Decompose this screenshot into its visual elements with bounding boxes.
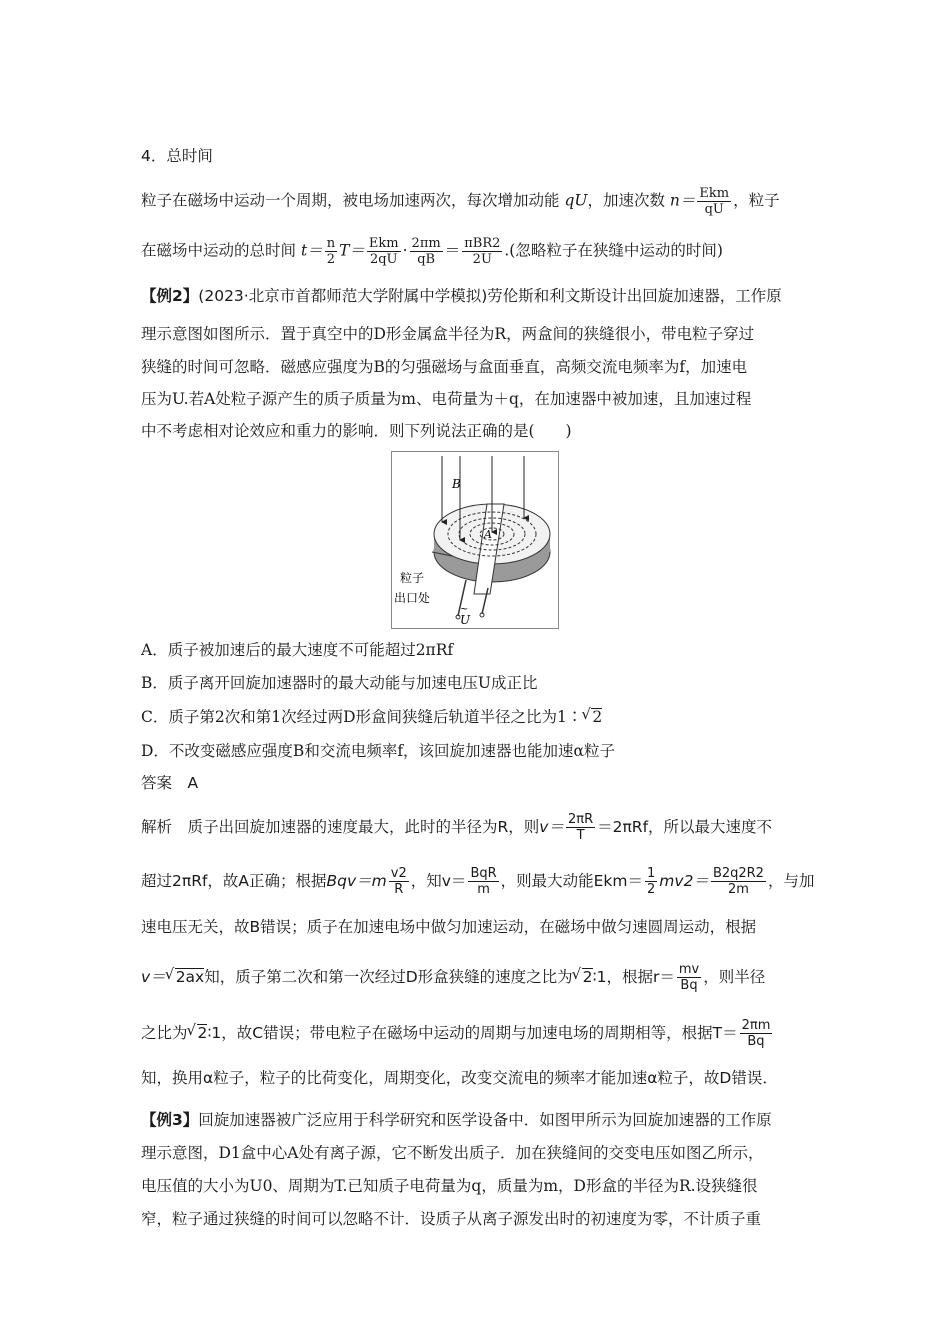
text: ，粒子 — [733, 191, 780, 210]
text: 回旋加速器被广泛应用于科学研究和医学设备中．如图甲所示为回旋加速器的工作原 — [198, 1111, 772, 1129]
denominator: qU — [704, 202, 724, 217]
denominator: 2m — [727, 882, 749, 897]
denominator: Bq — [747, 1034, 765, 1049]
formula: mv2＝ — [659, 872, 709, 890]
text: C．质子第2次和第1次经过两D形盒间狭缝后轨道半径之比为1∶ — [141, 708, 583, 726]
fraction — [325, 236, 337, 267]
text: .(忽略粒子在狭缝中运动的时间) — [504, 241, 723, 260]
denominator: qB — [417, 252, 436, 267]
denominator: Bq — [680, 978, 698, 993]
fraction — [468, 866, 498, 897]
fraction — [367, 236, 401, 267]
denominator: m — [477, 882, 490, 897]
example3-line-4: 窄，粒子通过狭缝的时间可以忽略不计．设质子从离子源发出时的初速度为零，不计质子重 — [141, 1210, 762, 1228]
fraction — [677, 962, 701, 993]
analysis-line-3: 速电压无关，故B错误；质子在加速电场中做匀加速运动，在磁场中做匀速圆周运动，根据 — [141, 918, 757, 936]
numerator: Ekm — [699, 186, 730, 201]
example3-tag: 【例3】 — [141, 1111, 199, 1129]
analysis-line-1 — [141, 812, 810, 843]
denominator: 2qU — [369, 252, 398, 267]
equals: ＝ — [444, 241, 461, 260]
text: ∶1，故C错误；带电粒子在磁场中运动的周期与加速电场的周期相等，根据T＝ — [207, 1024, 738, 1042]
example3-line-2: 理示意图，D1盒中心A处有离子源，它不断发出质子．加在狭缝间的交变电压如图乙所示， — [141, 1144, 764, 1162]
numerator: Ekm — [368, 236, 399, 251]
text: 在磁场中运动的总时间 — [141, 241, 297, 260]
formula-n: n＝ — [669, 191, 696, 210]
fraction-ekm-over-qu — [697, 186, 731, 217]
numerator: n — [326, 236, 336, 251]
option-d: D．不改变磁感应强度B和交流电频率f，该回旋加速器也能加速α粒子 — [141, 742, 616, 760]
text: ，则最大动能Ekm＝ — [500, 872, 644, 890]
formula-t: t＝ — [300, 241, 323, 260]
answer: 答案 A — [141, 774, 199, 792]
fraction — [566, 812, 595, 843]
fraction — [462, 236, 502, 267]
sqrt: √ 2 — [582, 968, 593, 985]
text: 劳伦斯和利文斯设计出回旋加速器，工作原 — [487, 287, 782, 305]
example2-tag: 【例2】 — [141, 287, 199, 305]
text: 粒子在磁场中运动一个周期，被电场加速两次，每次增加动能 — [141, 191, 560, 210]
label-u: U — [460, 613, 471, 627]
analysis-line-5 — [141, 1018, 810, 1049]
analysis-line-6: 知，换用α粒子，粒子的比荷变化，周期变化，改变交流电的频率才能加速α粒子，故D错误． — [141, 1069, 778, 1087]
tilde-icon: ~ — [460, 604, 469, 615]
denominator: T — [576, 828, 585, 843]
text: 解析 质子出回旋加速器的速度最大，此时的半径为R，则 — [141, 818, 540, 836]
cyclotron-figure — [391, 451, 559, 629]
label-exit-2: 出口处 — [394, 591, 431, 605]
numerator: 2πm — [411, 236, 441, 251]
example2-line-1 — [141, 284, 810, 308]
formula: v＝ — [539, 818, 564, 836]
label-b: B — [452, 477, 461, 491]
example2-line-2: 理示意图如图所示．置于真空中的D形金属盒半径为R，两盒间的狭缝很小，带电粒子穿过 — [141, 325, 755, 343]
sqrt: √ 2 — [197, 1024, 208, 1041]
text: ∶1，根据r＝ — [592, 968, 675, 986]
fraction — [410, 236, 443, 267]
label-exit-1: 粒子 — [400, 571, 425, 585]
text: 知，质子第二次和第一次经过D形盒狭缝的速度之比为 — [204, 968, 573, 986]
denominator: 2U — [472, 252, 492, 267]
text: 超过2πRf，故A正确；根据 — [141, 872, 327, 890]
numerator: B2q2R2 — [712, 866, 764, 881]
text: 之比为 — [141, 1024, 188, 1042]
paragraph-1-line-2 — [141, 236, 810, 267]
formula: v＝ — [141, 968, 166, 986]
numerator: 1 — [647, 866, 656, 881]
example2-line-5: 中不考虑相对论效应和重力的影响．则下列说法正确的是( ) — [141, 422, 572, 440]
sqrt: √ 2 — [591, 708, 602, 725]
sqrt: √ 2ax — [175, 968, 205, 985]
option-a: A．质子被加速后的最大速度不可能超过2πRf — [141, 641, 454, 659]
analysis-line-2 — [141, 866, 815, 897]
label-a: A — [484, 528, 492, 541]
example3-line-1 — [141, 1108, 810, 1132]
dot: · — [402, 241, 408, 260]
denominator: 2 — [647, 882, 656, 897]
text: ，则半径 — [703, 968, 766, 986]
option-b: B．质子离开回旋加速器时的最大动能与加速电压U成正比 — [141, 674, 538, 692]
example2-source: (2023·北京市首都师范大学附属中学模拟) — [198, 287, 488, 305]
paragraph-1-line-1 — [141, 186, 810, 217]
numerator: 2πR — [567, 812, 594, 827]
example3-line-3: 电压值的大小为U0、周期为T.已知质子电荷量为q，质量为m，D形盒的半径为R.设狭缝很 — [141, 1177, 758, 1195]
numerator: πBR2 — [464, 236, 501, 251]
denominator: R — [394, 882, 404, 897]
numerator: 2πm — [741, 1018, 771, 1033]
formula-qu: qU — [564, 191, 588, 210]
example2-line-3: 狭缝的时间可忽略．磁感应强度为B的匀强磁场与盒面垂直，高频交流电频率为f，加速电 — [141, 358, 748, 376]
example2-line-4: 压为U.若A处粒子源产生的质子质量为m、电荷量为＋q，在加速器中被加速，且加速过程 — [141, 390, 752, 408]
fraction — [645, 866, 657, 897]
formula: Bqv＝m — [326, 872, 387, 890]
text: ＝2πRf，所以最大速度不 — [597, 818, 773, 836]
formula-T: T＝ — [339, 241, 365, 260]
cyclotron-diagram — [392, 452, 558, 628]
analysis-line-4 — [141, 962, 810, 993]
text: ，与加 — [767, 872, 815, 890]
denominator: 2 — [326, 252, 336, 267]
option-c — [141, 705, 810, 729]
numerator: v2 — [390, 866, 407, 881]
section-heading: 4．总时间 — [141, 147, 213, 165]
numerator: mv — [678, 962, 700, 977]
fraction — [740, 1018, 773, 1049]
text: ，加速次数 — [587, 191, 665, 210]
fraction — [389, 866, 409, 897]
fraction — [711, 866, 766, 897]
text: ，知v＝ — [410, 872, 467, 890]
numerator: BqR — [470, 866, 497, 881]
